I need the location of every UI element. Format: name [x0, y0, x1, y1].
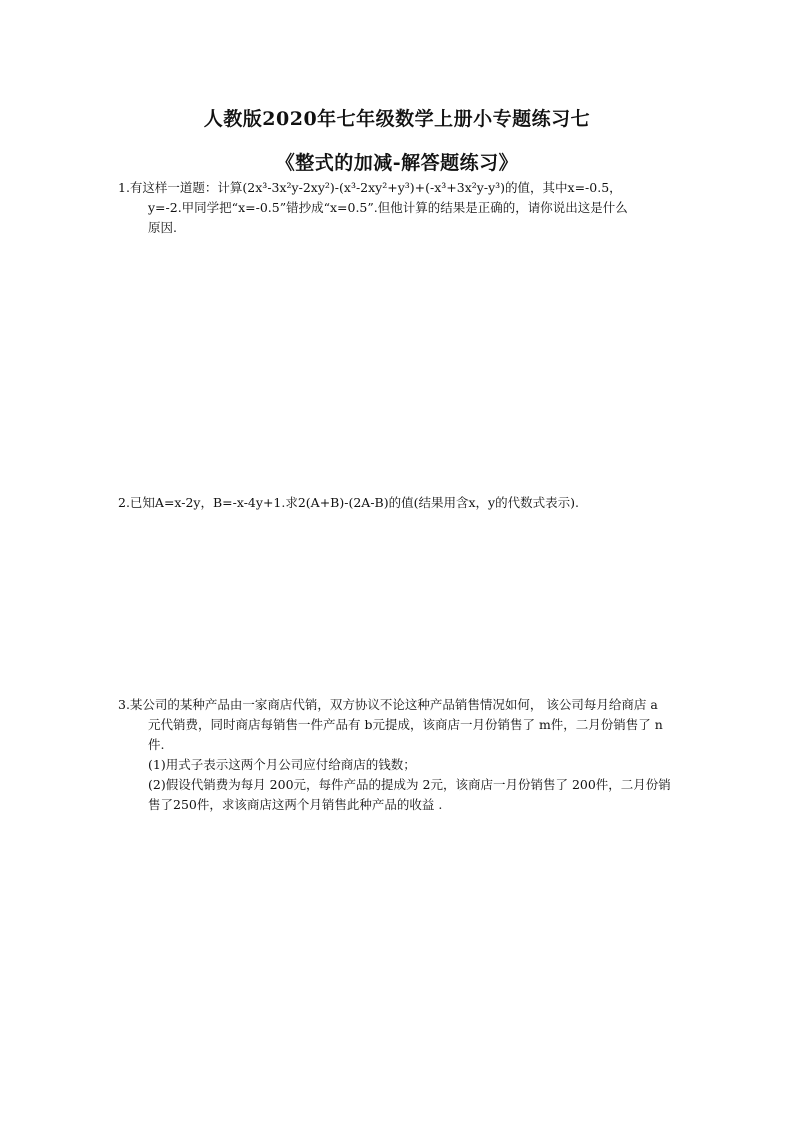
- question-1: [118, 178, 708, 238]
- question-3: [118, 695, 708, 815]
- document-subtitle: 《整式的加减-解答题练习》: [275, 152, 519, 174]
- question-2-line-1: 2.已知A=x-2y，B=-x-4y+1.求2(A+B)-(2A-B)的值(结果用含x，y的代数式表示).: [118, 495, 579, 510]
- question-1-line-1: 1.有这样一道题：计算(2x³-3x²y-2xy²)-(x³-2xy²+y³)+(-x³+3x²y-y³)的值，其中x=-0.5，: [118, 180, 622, 195]
- question-1-line-3: 原因.: [148, 220, 177, 235]
- question-3-line-3: 件.: [148, 737, 165, 752]
- question-3-line-1: 3.某公司的某种产品由一家商店代销，双方协议不论这种产品销售情况如何， 该公司每月给商店 a: [118, 697, 658, 712]
- question-3-part-1: (1)用式子表示这两个月公司应付给商店的钱数；: [148, 757, 416, 772]
- question-3-line-2: 元代销费，同时商店每销售一件产品有 b元提成，该商店一月份销售了 m件，二月份销售了 n: [148, 717, 663, 732]
- question-3-part-2: (2)假设代销费为每月 200元，每件产品的提成为 2元，该商店一月份销售了 200件，二月份销: [148, 777, 671, 792]
- question-1-line-2: y=-2.甲同学把“x=-0.5”错抄成“x=0.5”.但他计算的结果是正确的，请你说出这是什么: [148, 200, 628, 215]
- question-3-line-6: 售了250件，求该商店这两个月销售此种产品的收益 .: [148, 797, 443, 812]
- document-title: 人教版2020年七年级数学上册小专题练习七: [203, 108, 591, 130]
- question-2: [118, 493, 708, 513]
